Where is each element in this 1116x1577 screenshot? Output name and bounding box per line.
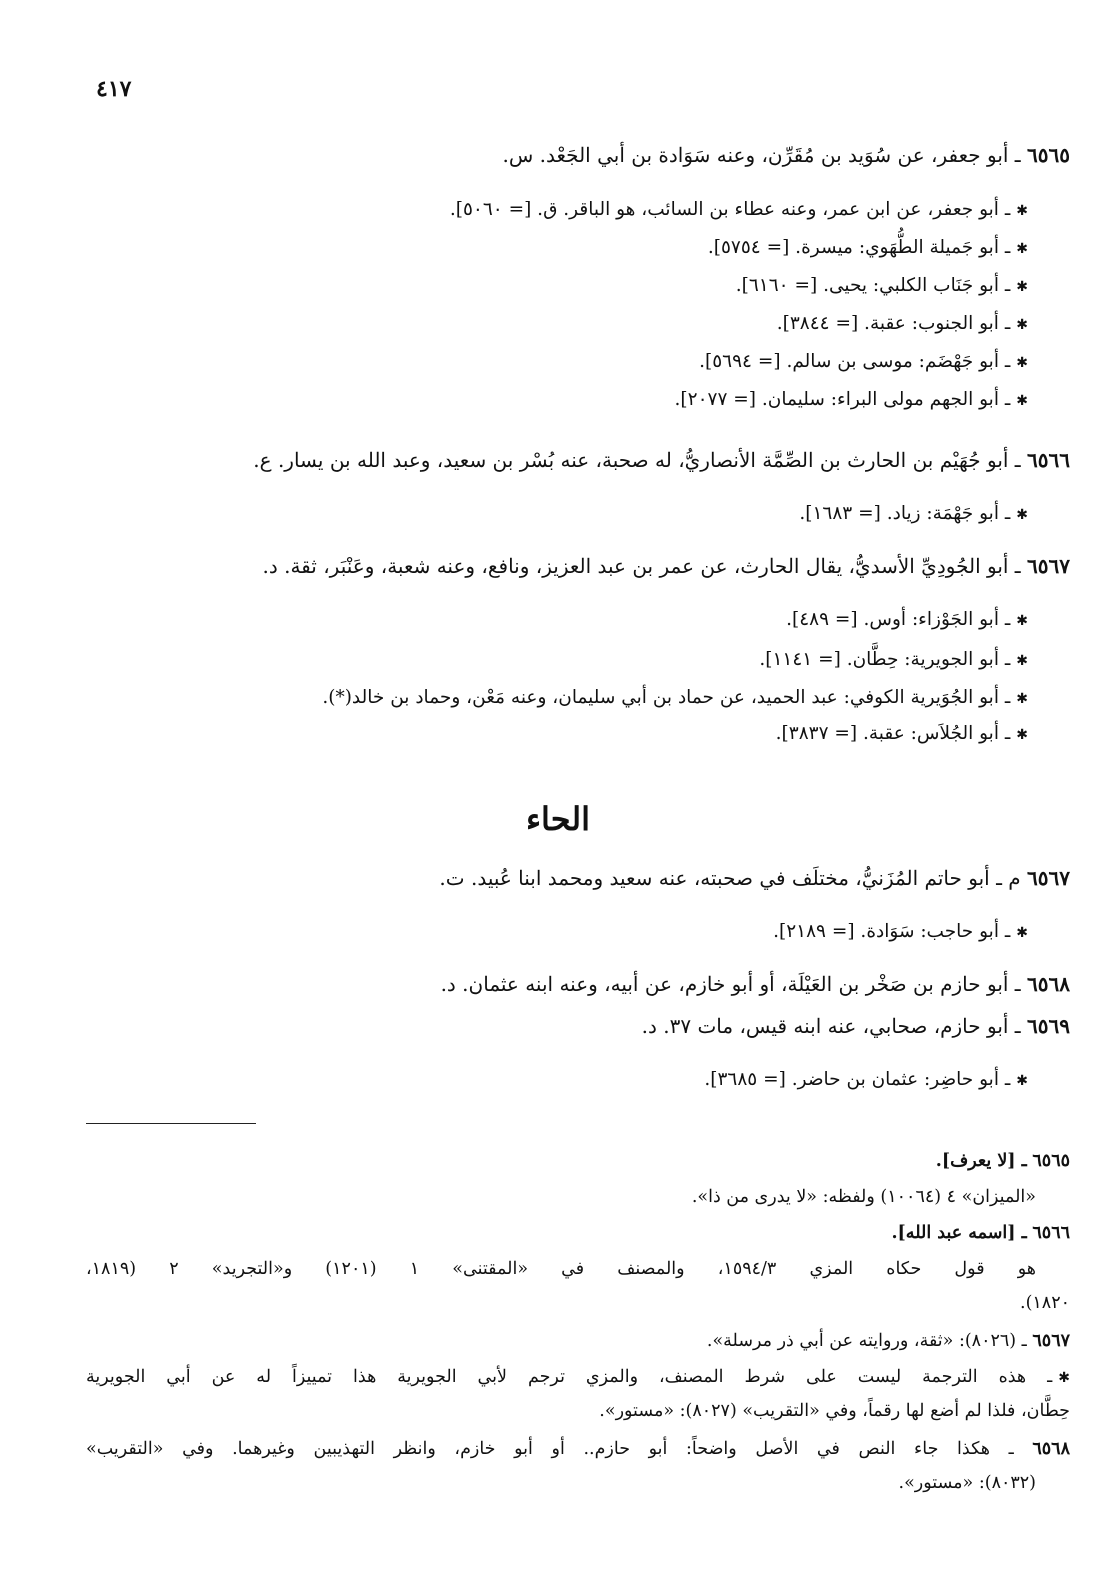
entry-number: ٦٥٦٥ <box>1027 143 1070 167</box>
kunya-cross-ref <box>675 386 1028 415</box>
entry-6568 <box>441 970 1070 998</box>
cross-ref-text: ـ أبو جَهْمَة: زياد. [= ١٦٨٣]. <box>799 503 1011 524</box>
star-icon: ✱ <box>1016 507 1028 523</box>
cross-ref-text: ـ أبو الجُوَيرية الكوفي: عبد الحميد، عن حماد بن أبي سليمان، وعنه مَعْن، وحماد بن خالد(*). <box>322 687 1011 708</box>
kunya-cross-ref <box>699 348 1028 377</box>
kunya-cross-ref <box>777 310 1028 339</box>
entry-6565 <box>503 141 1070 169</box>
entry-number: ٦٥٦٧ <box>1027 866 1070 890</box>
kunya-cross-ref <box>786 606 1028 635</box>
footnote-text: ـ [لا يعرف]. <box>935 1151 1027 1171</box>
kunya-cross-ref <box>799 500 1028 529</box>
kunya-cross-ref <box>776 720 1028 749</box>
entry-6567m <box>439 864 1070 892</box>
kunya-cross-ref <box>322 684 1028 713</box>
cross-ref-text: ـ أبو جَهْضَم: موسى بن سالم. [= ٥٦٩٤]. <box>699 351 1011 372</box>
page-number: ٤١٧ <box>96 76 132 102</box>
entry-text: ـ أبو حازم، صحابي، عنه ابنه قيس، مات ٣٧. د. <box>641 1014 1021 1038</box>
star-icon: ✱ <box>1058 1370 1070 1386</box>
footnote-line: حِطَّان، فلذا لم أضع لها رقماً، وفي «التقريب» (٨٠٢٧): «مستور». <box>599 1401 1070 1421</box>
footnote-text: ـ [اسمه عبد الله]. <box>891 1223 1027 1243</box>
star-icon: ✱ <box>1016 727 1028 743</box>
star-icon: ✱ <box>1016 925 1028 941</box>
star-icon: ✱ <box>1016 393 1028 409</box>
cross-ref-text: ـ أبو الجَوْزاء: أوس. [= ٤٨٩]. <box>786 609 1011 630</box>
footnote-divider <box>86 1123 256 1124</box>
kunya-cross-ref <box>450 196 1028 225</box>
star-icon: ✱ <box>1016 613 1028 629</box>
star-icon: ✱ <box>1016 653 1028 669</box>
footnote <box>891 1220 1070 1246</box>
footnote-number: ٦٥٦٨ <box>1032 1439 1070 1459</box>
kunya-cross-ref <box>704 1066 1028 1095</box>
footnote-line <box>86 1364 1070 1391</box>
cross-ref-text: ـ أبو الجُلاَس: عقبة. [= ٣٨٣٧]. <box>775 723 1011 744</box>
kunya-cross-ref <box>708 234 1028 263</box>
star-icon: ✱ <box>1016 279 1028 295</box>
footnote <box>936 1148 1070 1174</box>
footnote-text: ـ هذه الترجمة ليست على شرط المصنف، والمزي ترجم لأبي الجويرية هذا تمييزاً له عن أبي الجويرية <box>86 1367 1053 1387</box>
cross-ref-text: ـ أبو الجهم مولى البراء: سليمان. [= ٢٠٧٧]. <box>674 389 1011 410</box>
cross-ref-text: ـ أبو الجويرية: حِطَّان. [= ١١٤١]. <box>759 649 1011 670</box>
entry-text: ـ أبو جعفر، عن سُوَيد بن مُقَرِّن، وعنه سَوَادة بن أبي الجَعْد. س. <box>502 143 1021 167</box>
footnote-line: (٨٠٣٢): «مستور». <box>898 1473 1036 1493</box>
entry-text: م ـ أبو حاتم المُزَنيُّ، مختلَف في صحبته، عنه سعيد ومحمد ابنا عُبيد. ت. <box>439 866 1021 890</box>
section-heading: الحاء <box>525 800 591 838</box>
footnote-line: ١٨٢٠). <box>1020 1293 1070 1313</box>
entry-text: ـ أبو حازم بن صَخْر بن العَيْلَة، أو أبو خازم، عن أبيه، وعنه ابنه عثمان. د. <box>440 972 1021 996</box>
kunya-cross-ref <box>773 918 1028 947</box>
entry-text: ـ أبو جُهَيْم بن الحارث بن الصِّمَّة الأنصاريُّ، له صحبة، عنه بُسْر بن سعيد، وعبد الله بن يسار. ع. <box>253 448 1021 472</box>
footnote-number: ٦٥٦٧ <box>1032 1331 1070 1351</box>
cross-ref-text: ـ أبو جَنَاب الكلبي: يحيى. [= ٦١٦٠]. <box>735 275 1011 296</box>
kunya-cross-ref <box>736 272 1028 301</box>
entry-number: ٦٥٦٧ <box>1027 554 1070 578</box>
footnote <box>707 1328 1070 1354</box>
entry-number: ٦٥٦٦ <box>1027 448 1070 472</box>
star-icon: ✱ <box>1016 1073 1028 1089</box>
entry-text: ـ أبو الجُودِيِّ الأسديُّ، يقال الحارث، عن عمر بن عبد العزيز، ونافع، وعنه شعبة، وعَنْبَر، ثقة. د. <box>262 554 1021 578</box>
entry-6569 <box>642 1012 1070 1040</box>
cross-ref-text: ـ أبو الجنوب: عقبة. [= ٣٨٤٤]. <box>776 313 1011 334</box>
footnote-line: هو قول حكاه المزي ١٥٩٤/٣، والمصنف في «المقتنى» ١ (١٢٠١) و«التجريد» ٢ (١٨١٩، <box>86 1259 1036 1279</box>
cross-ref-text: ـ أبو حاجب: سَوَادة. [= ٢١٨٩]. <box>773 921 1011 942</box>
footnote <box>86 1436 1070 1462</box>
star-icon: ✱ <box>1016 241 1028 257</box>
kunya-cross-ref <box>759 646 1028 675</box>
entry-number: ٦٥٦٨ <box>1027 972 1070 996</box>
star-icon: ✱ <box>1016 317 1028 333</box>
entry-6566 <box>253 446 1070 474</box>
star-icon: ✱ <box>1016 355 1028 371</box>
footnote-text: ـ (٨٠٢٦): «ثقة، وروايته عن أبي ذر مرسلة». <box>706 1331 1027 1351</box>
star-icon: ✱ <box>1016 203 1028 219</box>
footnote-line: «الميزان» ٤ (١٠٠٦٤) ولفظه: «لا يدرى من ذا». <box>691 1187 1036 1207</box>
footnote-text: ـ هكذا جاء النص في الأصل واضحاً: أبو حازم.. أو أبو خازم، وانظر التهذيبين وغيرهما. وفي «التقريب» <box>86 1439 1014 1459</box>
star-icon: ✱ <box>1016 691 1028 707</box>
cross-ref-text: ـ أبو جَميلة الطُّهَوي: ميسرة. [= ٥٧٥٤]. <box>707 237 1011 258</box>
footnote-number: ٦٥٦٦ <box>1032 1223 1070 1243</box>
entry-6567 <box>262 552 1070 580</box>
entry-number: ٦٥٦٩ <box>1027 1014 1070 1038</box>
cross-ref-text: ـ أبو جعفر، عن ابن عمر، وعنه عطاء بن السائب، هو الباقر. ق. [= ٥٠٦٠]. <box>449 199 1011 220</box>
footnote-number: ٦٥٦٥ <box>1032 1151 1070 1171</box>
cross-ref-text: ـ أبو حاضِر: عثمان بن حاضر. [= ٣٦٨٥]. <box>704 1069 1011 1090</box>
